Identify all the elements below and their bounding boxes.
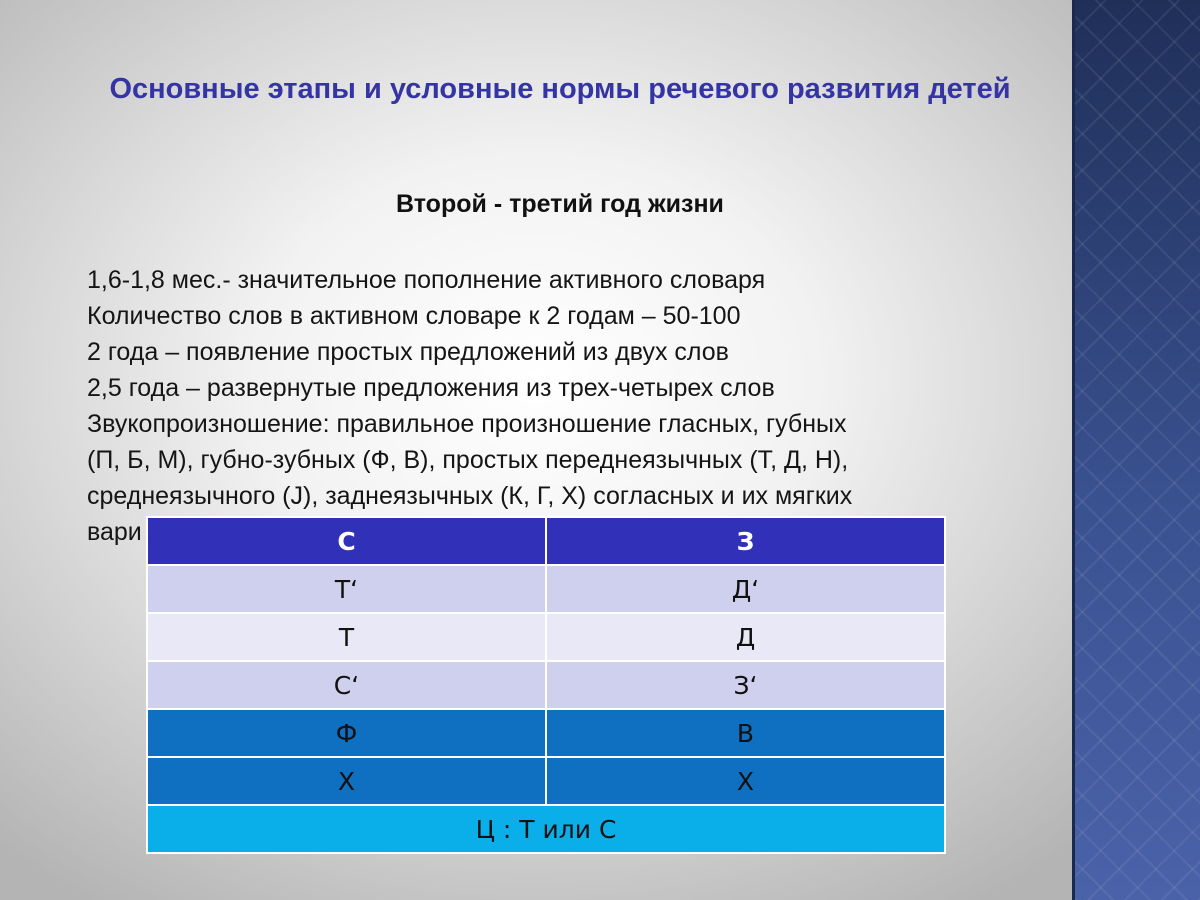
table-row <box>147 565 945 613</box>
body-line: 1,6-1,8 мес.- значительное пополнение активного словаря <box>87 266 766 294</box>
table-cell: Х <box>147 757 546 805</box>
table-cell: В <box>546 709 945 757</box>
body-line: (П, Б, М), губно-зубных (Ф, В), простых переднеязычных (Т, Д, Н), <box>87 446 849 474</box>
table-cell: З‘ <box>546 661 945 709</box>
table-header-cell: З <box>546 517 945 565</box>
table-footer-cell: Ц : Т или С <box>147 805 945 853</box>
table-row <box>147 757 945 805</box>
table-row <box>147 661 945 709</box>
body-line: вари <box>87 518 142 546</box>
table-cell: Д‘ <box>546 565 945 613</box>
body-text <box>87 262 1047 550</box>
table-row <box>147 709 945 757</box>
table-header-row <box>147 517 945 565</box>
body-line: 2,5 года – развернутые предложения из трех-четырех слов <box>87 374 775 402</box>
slide-subtitle: Второй - третий год жизни <box>396 190 724 218</box>
table-header-cell: С <box>147 517 546 565</box>
sound-substitution-table <box>146 516 946 854</box>
table-cell: Т <box>147 613 546 661</box>
body-line: 2 года – появление простых предложений из двух слов <box>87 338 729 366</box>
body-line: Количество слов в активном словаре к 2 годам – 50-100 <box>87 302 741 330</box>
body-line: среднеязычного (J), заднеязычных (К, Г, Х) согласных и их мягких <box>87 482 853 510</box>
table-cell: Ф <box>147 709 546 757</box>
table-cell: Д <box>546 613 945 661</box>
table-cell: Т‘ <box>147 565 546 613</box>
table-cell: Х <box>546 757 945 805</box>
body-line: Звукопроизношение: правильное произношение гласных, губных <box>87 410 847 438</box>
table-footer-row <box>147 805 945 853</box>
decorative-side-panel <box>1075 0 1200 900</box>
table-row <box>147 613 945 661</box>
slide-title: Основные этапы и условные нормы речевого развития детей <box>109 73 1011 105</box>
table-cell: С‘ <box>147 661 546 709</box>
